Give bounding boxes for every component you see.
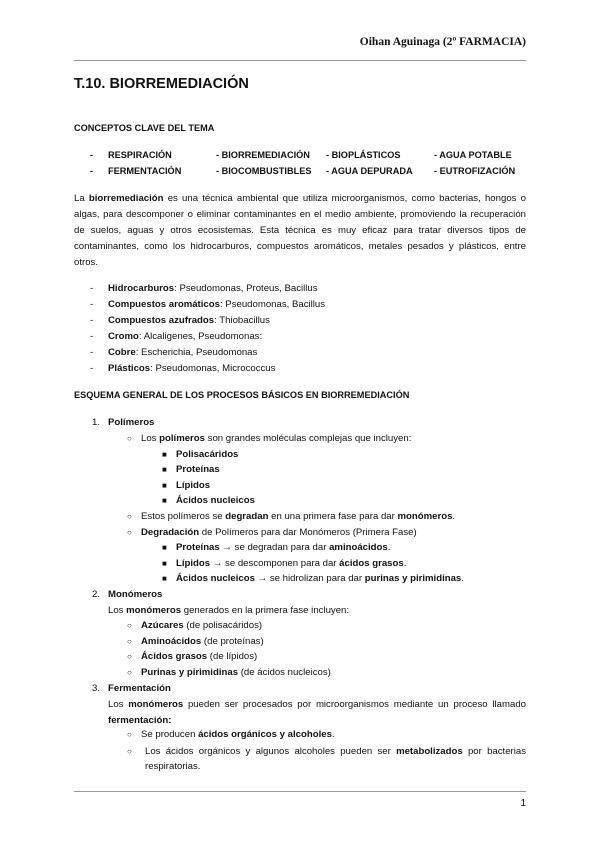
list-item (127, 619, 262, 633)
list-item (127, 728, 335, 742)
list-item (90, 314, 270, 328)
text-bold: metabolizados (396, 746, 463, 757)
list-item (90, 362, 275, 376)
list-item (127, 635, 264, 649)
list-item (127, 510, 455, 524)
square-bullet: ■ (162, 465, 167, 474)
list-item (162, 448, 238, 462)
text-bold: Ácidos nucleicos (176, 573, 255, 584)
text: . (331, 729, 335, 740)
section-number: 3. (92, 683, 101, 694)
text: . (452, 511, 456, 522)
text: por bacterias respiratorias. (145, 746, 526, 772)
section-2-title (92, 588, 162, 602)
list-item (90, 330, 262, 344)
list-item (162, 541, 390, 555)
text-bold: Proteínas (176, 542, 220, 553)
text: Los (141, 433, 160, 444)
contaminant-orgs: : Pseudomonas, Proteus, Bacillus (174, 283, 318, 294)
text-bold: aminoácidos (329, 542, 388, 553)
circle-bullet: ○ (127, 637, 132, 646)
list-item (90, 346, 257, 360)
list-item (162, 557, 406, 571)
list-item-text (145, 744, 526, 774)
text: Los (108, 699, 129, 710)
contaminant-name: Compuestos aromáticos (108, 299, 220, 310)
list-item (127, 650, 257, 664)
circle-bullet: ○ (127, 512, 132, 521)
text-bold: Purinas y pirimidinas (141, 667, 239, 678)
list-item (127, 432, 411, 446)
text-bold: Degradación (141, 527, 200, 538)
header-rule (74, 60, 526, 61)
text: . (403, 558, 407, 569)
dash-bullet: - (90, 331, 94, 342)
section-2-intro (108, 604, 349, 618)
text-bold: monómeros (397, 511, 453, 522)
text: → se degradan para dar (219, 542, 330, 553)
section-title: Polímeros (108, 417, 155, 428)
list-item (162, 494, 255, 508)
text-bold: ácidos grasos (339, 558, 404, 569)
concept-item: - BIOPLÁSTICOS (326, 150, 401, 160)
polymer-item: Polisacáridos (176, 449, 239, 460)
circle-bullet: ○ (127, 434, 132, 443)
circle-bullet: ○ (127, 621, 132, 630)
square-bullet: ■ (162, 559, 167, 568)
text: generados en la primera fase incluyen: (181, 605, 350, 616)
text: en una primera fase para dar (268, 511, 398, 522)
circle-bullet: ○ (127, 730, 132, 739)
section-title: Monómeros (108, 589, 163, 600)
circle-bullet: ○ (127, 652, 132, 661)
list-item (127, 526, 417, 540)
text: Estos polímeros se (141, 511, 226, 522)
section-number: 2. (92, 589, 101, 600)
concept-dash: - (90, 150, 94, 160)
text: → se hidrolizan para dar (254, 573, 365, 584)
concept-item: RESPIRACIÓN (108, 150, 172, 160)
page-title: T.10. BIORREMEDIACIÓN (74, 76, 249, 92)
text: es una técnica ambiental que utiliza microorganismos, como bacterias, hongos o algas, para descomponer o eliminar contaminantes en el medio ambiente, promoviendo la recuperación de suelos, aguas y otros ecosistemas. Esta técnica es muy eficaz para tratar diversos tipos de contaminantes, como los hidrocarburos, compuestos aromáticos, metales pesados y plásticos, entre otros. (74, 193, 526, 268)
concepts-heading: CONCEPTOS CLAVE DEL TEMA (74, 123, 215, 133)
list-item (127, 744, 526, 774)
intro-paragraph (74, 191, 526, 271)
square-bullet: ■ (162, 481, 167, 490)
header-author: Oihan Aguinaga (2º FARMACIA) (359, 36, 526, 48)
section-title: Fermentación (108, 683, 171, 694)
list-item (90, 298, 325, 312)
contaminant-name: Compuestos azufrados (108, 315, 215, 326)
text: Los ácidos orgánicos y algunos alcoholes pueden ser (145, 746, 397, 757)
concept-item: - EUTROFIZACIÓN (434, 166, 516, 176)
concept-item: - AGUA POTABLE (434, 150, 512, 160)
contaminant-orgs: : Escherichia, Pseudomonas (135, 347, 258, 358)
list-item (162, 572, 464, 586)
text-bold: purinas y pirimidinas (364, 573, 462, 584)
polymer-item: Lípidos (176, 480, 211, 491)
square-bullet: ■ (162, 543, 167, 552)
text: (de lípidos) (207, 651, 258, 662)
dash-bullet: - (90, 283, 94, 294)
contaminant-name: Cobre (108, 347, 136, 358)
contaminant-orgs: : Pseudomonas, Bacillus (219, 299, 326, 310)
concept-item: - AGUA DEPURADA (326, 166, 413, 176)
concept-dash: - (90, 166, 94, 176)
square-bullet: ■ (162, 574, 167, 583)
list-item (90, 282, 318, 296)
contaminant-name: Plásticos (108, 363, 151, 374)
polymer-item: Proteínas (176, 464, 220, 475)
text: . (387, 542, 391, 553)
text-bold: polímeros (159, 433, 205, 444)
section-3-intro (108, 697, 526, 729)
text-bold: ácidos orgánicos y alcoholes (198, 729, 332, 740)
square-bullet: ■ (162, 496, 167, 505)
section-1-title (92, 416, 154, 430)
polymer-item: Ácidos nucleicos (176, 495, 255, 506)
text: Los (108, 605, 127, 616)
page-number: 1 (520, 798, 526, 809)
dash-bullet: - (90, 363, 94, 374)
text: de Polímeros para dar Monómeros (Primera Fase) (199, 527, 417, 538)
text-bold: fermentación: (108, 715, 172, 726)
list-item (162, 463, 220, 477)
text-bold: Lípidos (176, 558, 211, 569)
term-biorremediacion: biorremediación (88, 193, 164, 204)
text-bold: Azúcares (141, 620, 184, 631)
contaminant-name: Hidrocarburos (108, 283, 175, 294)
text-bold: monómeros (126, 605, 182, 616)
text: son grandes moléculas complejas que incluyen: (205, 433, 412, 444)
text: pueden ser procesados por microorganismos mediante un proceso llamado (183, 699, 526, 710)
section-3-title (92, 682, 171, 696)
text: (de proteínas) (201, 636, 264, 647)
contaminant-orgs: : Alcaligenes, Pseudomonas: (138, 331, 263, 342)
contaminant-name: Cromo (108, 331, 139, 342)
contaminant-orgs: : Pseudomonas, Micrococcus (150, 363, 276, 374)
text-bold: monómeros (128, 699, 184, 710)
contaminant-orgs: : Thiobacillus (214, 315, 270, 326)
section-number: 1. (92, 417, 101, 428)
list-item (127, 666, 331, 680)
dash-bullet: - (90, 347, 94, 358)
text-bold: Aminoácidos (141, 636, 202, 647)
text: Se producen (141, 729, 199, 740)
square-bullet: ■ (162, 450, 167, 459)
dash-bullet: - (90, 299, 94, 310)
dash-bullet: - (90, 315, 94, 326)
circle-bullet: ○ (127, 747, 132, 756)
footer-rule (74, 791, 526, 792)
circle-bullet: ○ (127, 528, 132, 537)
circle-bullet: ○ (127, 668, 132, 677)
scheme-heading: ESQUEMA GENERAL DE LOS PROCESOS BÁSICOS EN BIORREMEDIACIÓN (74, 390, 410, 400)
text: La (74, 193, 89, 204)
text: → se descomponen para dar (210, 558, 340, 569)
concept-item: FERMENTACIÓN (108, 166, 182, 176)
text: (de polisacáridos) (183, 620, 263, 631)
concept-item: - BIORREMEDIACIÓN (216, 150, 310, 160)
text-bold: Ácidos grasos (141, 651, 208, 662)
text-bold: degradan (225, 511, 269, 522)
list-item (162, 479, 210, 493)
text: (de ácidos nucleicos) (238, 667, 331, 678)
concept-item: - BIOCOMBUSTIBLES (216, 166, 312, 176)
text: . (461, 573, 464, 584)
